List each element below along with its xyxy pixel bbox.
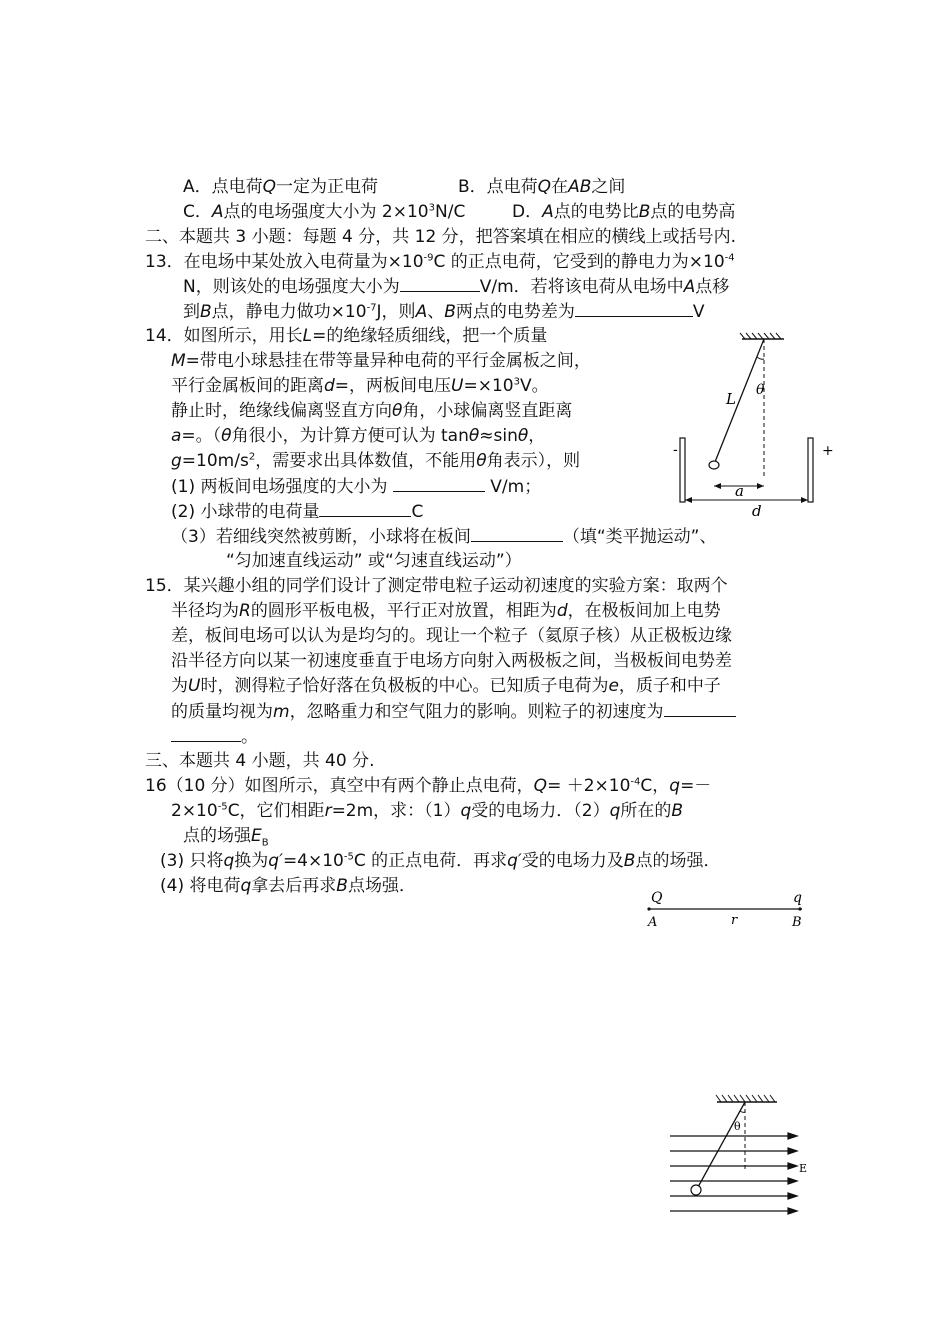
answer-blank xyxy=(400,275,480,292)
answer-blank xyxy=(664,700,736,717)
pendulum-plates-figure xyxy=(660,330,840,525)
point-charges-figure xyxy=(640,885,815,935)
answer-blank xyxy=(575,300,693,317)
q13-line-3: 到B点，静电力做功$\times 10^{-7}J$，则A、B两点的电势差为 V xyxy=(183,302,705,322)
q14-line-5: a=。（θ角很小，为计算方便可认为 tanθ≈sinθ， xyxy=(171,426,546,446)
pendulum-field-figure xyxy=(665,1090,815,1220)
q14-part-2: (2) 小球带的电荷量 C xyxy=(171,502,424,522)
label-minus: - xyxy=(673,442,678,458)
answer-blank xyxy=(393,475,485,492)
q14-line-3: 平行金属板间的距离d=，两板间电压$U=\times 10^3V$。 xyxy=(171,376,549,396)
answer-blank xyxy=(471,525,563,542)
option-a: A．点电荷Q一定为正电荷 xyxy=(183,177,379,197)
right-plate xyxy=(808,438,813,502)
q16-line-3: 点的场强$E_B$ xyxy=(183,826,269,849)
thread-line xyxy=(698,1102,745,1187)
q14-part-3-options: “匀加速直线运动” 或“匀速直线运动”） xyxy=(226,551,522,571)
q15-line-7: 。 xyxy=(171,725,258,748)
q15-line-2: 半径均为R的圆形平板电极，平行正对放置，相距为d，在极板间加上电势 xyxy=(171,601,721,621)
section-3-heading: 三、本题共 4 小题，共 40 分. xyxy=(145,751,375,771)
q14-line-1: 14．如图所示，用长L=的绝缘轻质细线，把一个质量 xyxy=(145,326,548,346)
q14-line-2: M=带电小球悬挂在带等量异种电荷的平行金属板之间， xyxy=(171,351,591,371)
q13-line-1: 13．在电场中某处放入电荷量为$\times 10^{-9}C$ 的正点电荷，它受到的静电力为$\times 10^{-4}$ xyxy=(145,252,735,272)
q15-line-1: 15．某兴趣小组的同学们设计了测定带电粒子运动初速度的实验方案：取两个 xyxy=(145,576,728,596)
label-d: d xyxy=(752,502,762,520)
q16-part-4: (4) 将电荷q拿去后再求B点场强． xyxy=(160,876,416,896)
charged-ball xyxy=(709,461,719,469)
q16-line-2: $2\times 10^{-5}C$，它们相距r=2m，求：（1）q受的电场力．（2）q所在的B xyxy=(171,801,684,821)
q14-line-4: 静止时，绝缘线偏离竖直方向θ角，小球偏离竖直距离 xyxy=(171,401,573,421)
q15-line-3: 差，板间电场可以认为是均匀的。现让一个粒子（氦原子核）从正极板边缘 xyxy=(171,626,732,646)
label-r: r xyxy=(731,913,738,928)
label-q: q xyxy=(793,890,802,906)
q13-line-2: N，则该处的电场强度大小为 V/m．若将该电荷从电场中A点移 xyxy=(183,277,730,297)
q14-line-6: $g=10m/s^2$，需要求出具体数值，不能用θ角表示），则 xyxy=(171,451,581,471)
charged-ball xyxy=(691,1185,701,1195)
label-theta: θ xyxy=(756,382,765,398)
label-plus: + xyxy=(822,443,834,459)
q16-line-1: 16（10 分）如图所示，真空中有两个静止点电荷，$Q= +2\times 10^{-4}C$，q=－ xyxy=(145,776,712,796)
label-theta: θ xyxy=(734,1120,741,1133)
left-plate xyxy=(680,438,685,502)
thread-line xyxy=(715,339,764,462)
option-c: C．A点的电场强度大小为 $2\times 10^3N/C$ xyxy=(183,202,466,222)
field-lines xyxy=(670,1133,797,1214)
option-b: B．点电荷Q在AB之间 xyxy=(458,177,626,197)
q14-part-1: (1) 两板间电场强度的大小为 V/m； xyxy=(171,477,542,497)
q16-part-3: (3) 只将q换为$q'=4\times 10^{-5}C$ 的正点电荷．再求q′受的电场力及B点的场强． xyxy=(160,851,721,871)
answer-blank xyxy=(319,500,411,517)
section-2-heading: 二、本题共 3 小题：每题 4 分，共 12 分，把答案填在相应的横线上或括号内. xyxy=(145,227,737,247)
q15-line-5: 为U时，测得粒子恰好落在负极板的中心。已知质子电荷为e，质子和中子 xyxy=(171,676,721,696)
label-Q: Q xyxy=(651,890,663,906)
label-a: a xyxy=(735,482,744,500)
answer-blank xyxy=(171,725,241,742)
q15-line-4: 沿半径方向以某一初速度垂直于电场方向射入两极板之间，当极板间电势差 xyxy=(171,651,732,671)
label-A: A xyxy=(648,915,658,930)
label-L: L xyxy=(726,390,736,408)
label-E: E xyxy=(799,1162,808,1175)
label-B: B xyxy=(792,915,802,930)
q15-line-6: 的质量均视为m，忽略重力和空气阻力的影响。则粒子的初速度为 xyxy=(171,700,736,723)
q14-part-3: （3）若细线突然被剪断，小球将在板间 （填“类平抛运动”、 xyxy=(171,527,717,547)
option-d: D．A点的电势比B点的电势高 xyxy=(512,202,736,222)
